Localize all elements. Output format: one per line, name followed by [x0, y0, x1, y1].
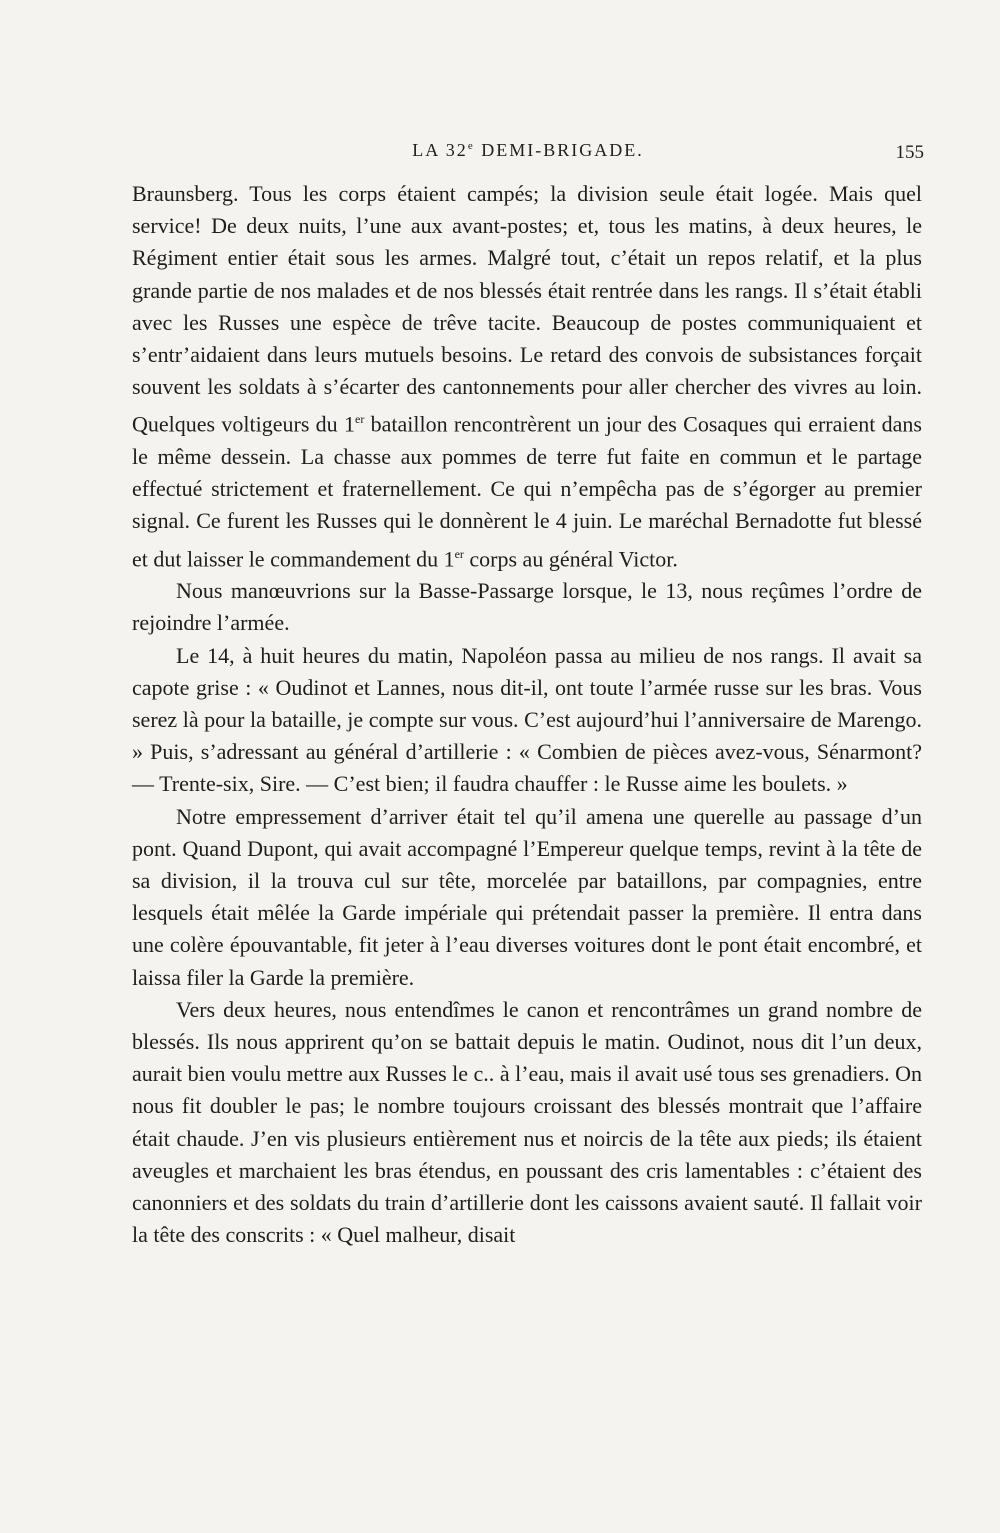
paragraph	[132, 801, 922, 994]
ordinal-superscript: er	[454, 546, 464, 561]
running-title-text-end: DEMI-BRIGADE.	[474, 140, 644, 160]
paragraph-text: bataillon rencontrèrent un jour des Cosaques qui erraient dans le même dessein. La chasse aux pommes de terre fut faite en commun et le partage effectué strictement et fraternellement. Ce qui n’empêcha pas de s’égorger au premier signal. Ce furent les Russes qui le donnèrent le 4 juin. Le maréchal Bernadotte fut blessé et dut laisser le commandement du 1	[132, 411, 922, 571]
paragraph-text: Le 14, à huit heures du matin, Napoléon passa au milieu de nos rangs. Il avait sa capote grise : « Oudinot et Lannes, nous dit-il, ont toute l’armée russe sur les bras. Vous serez là pour la bataille, je compte sur vous. C’est aujourd’hui l’anniversaire de Marengo. » Puis, s’adressant au général d’artillerie : « Combien de pièces avez-vous, Sénarmont? — Trente-six, Sire. — C’est bien; il faudra chauffer : le Russe aime les boulets. »	[132, 642, 922, 797]
page-body	[132, 178, 922, 1251]
page-header	[132, 140, 924, 170]
running-title-superscript: e	[467, 140, 475, 152]
paragraph-text: Vers deux heures, nous entendîmes le canon et rencontrâmes un grand nombre de blessés. Ils nous apprirent qu’on se battait depuis le matin. Oudinot, nous dit l’un deux, aurait bien voulu mettre aux Russes le c.. à l’eau, mais il avait usé tous ses grenadiers. On nous fit doubler le pas; le nombre toujours croissant des blessés montrait que l’affaire était chaude. J’en vis plusieurs entièrement nus et noircis de la tête aux pieds; ils étaient aveugles et marchaient les bras étendus, en poussant des cris lamentables : c’étaient des canonniers et des soldats du train d’artillerie dont les caissons avaient sauté. Il fallait voir la tête des conscrits : « Quel malheur, disait	[132, 996, 922, 1248]
paragraph	[132, 640, 922, 801]
paragraph-text: Nous manœuvrions sur la Basse-Passarge lorsque, le 13, nous reçûmes l’ordre de rejoindre l’armée.	[132, 578, 922, 636]
paragraph-text: Notre empressement d’arriver était tel qu’il amena une querelle au passage d’un pont. Quand Dupont, qui avait accompagné l’Empereur quelque temps, revint à la tête de sa division, il la trouva cul sur tête, morcelée par bataillons, par compagnies, entre lesquels était mêlée la Garde impériale qui prétendait passer la première. Il entra dans une colère épouvantable, fit jeter à l’eau diverses voitures dont le pont était encombré, et laissa filer la Garde la première.	[132, 803, 922, 990]
paragraph-text: Braunsberg. Tous les corps étaient campés; la division seule était logée. Mais quel service! De deux nuits, l’une aux avant-postes; et, tous les matins, à deux heures, le Régiment entier était sous les armes. Malgré tout, c’était un repos relatif, et la plus grande partie de nos malades et de nos blessés était rentrée dans les rangs. Il s’était établi avec les Russes une espèce de trêve tacite. Beaucoup de postes communiquaient et s’entr’aidaient dans leurs mutuels besoins. Le retard des convois de subsistances forçait souvent les soldats à s’écarter des cantonnements pour aller chercher des vivres au loin. Quelques voltigeurs du 1	[132, 181, 922, 437]
running-title	[132, 140, 924, 161]
paragraph	[132, 575, 922, 639]
page-number: 155	[895, 142, 924, 163]
paragraph	[132, 994, 922, 1252]
running-title-text: LA 32	[412, 140, 468, 160]
paragraph	[132, 178, 922, 575]
ordinal-superscript: er	[355, 412, 365, 427]
paragraph-text: corps au général Victor.	[463, 545, 678, 571]
